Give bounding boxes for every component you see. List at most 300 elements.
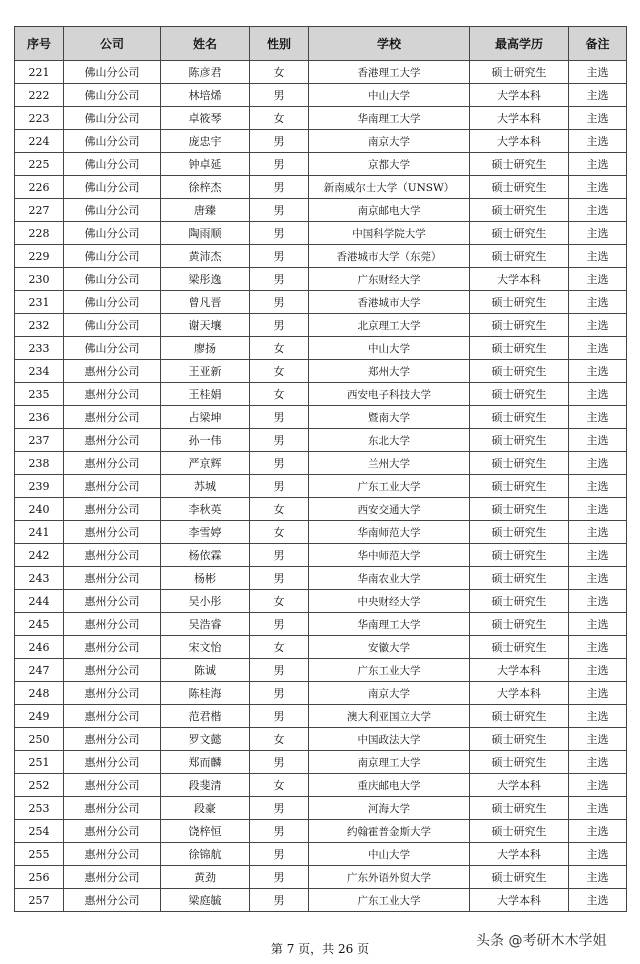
- cell-note: 主选: [569, 682, 627, 705]
- table-row: [15, 107, 627, 130]
- cell-name: 孙一伟: [161, 429, 250, 452]
- cell-degree: 大学本科: [470, 774, 569, 797]
- cell-serial: 246: [15, 636, 64, 659]
- cell-gender: 男: [250, 222, 309, 245]
- cell-name: 钟卓延: [161, 153, 250, 176]
- cell-company: 佛山分公司: [64, 291, 161, 314]
- cell-company: 惠州分公司: [64, 682, 161, 705]
- cell-degree: 硕士研究生: [470, 406, 569, 429]
- cell-note: 主选: [569, 590, 627, 613]
- table-row: [15, 498, 627, 521]
- cell-serial: 236: [15, 406, 64, 429]
- cell-name: 罗文懿: [161, 728, 250, 751]
- cell-serial: 230: [15, 268, 64, 291]
- table-row: [15, 659, 627, 682]
- cell-school: 东北大学: [309, 429, 470, 452]
- cell-degree: 硕士研究生: [470, 475, 569, 498]
- cell-company: 惠州分公司: [64, 475, 161, 498]
- cell-degree: 硕士研究生: [470, 314, 569, 337]
- cell-school: 华南理工大学: [309, 107, 470, 130]
- table-body: [15, 61, 627, 912]
- cell-note: 主选: [569, 452, 627, 475]
- cell-name: 范君楷: [161, 705, 250, 728]
- cell-gender: 男: [250, 429, 309, 452]
- cell-gender: 女: [250, 521, 309, 544]
- cell-note: 主选: [569, 866, 627, 889]
- cell-company: 佛山分公司: [64, 268, 161, 291]
- cell-company: 佛山分公司: [64, 176, 161, 199]
- table-row: [15, 199, 627, 222]
- cell-name: 林培烯: [161, 84, 250, 107]
- cell-name: 王桂娟: [161, 383, 250, 406]
- cell-serial: 227: [15, 199, 64, 222]
- cell-note: 主选: [569, 176, 627, 199]
- cell-school: 约翰霍普金斯大学: [309, 820, 470, 843]
- table-row: [15, 61, 627, 84]
- cell-gender: 男: [250, 84, 309, 107]
- cell-serial: 232: [15, 314, 64, 337]
- table-row: [15, 889, 627, 912]
- cell-company: 惠州分公司: [64, 659, 161, 682]
- cell-gender: 女: [250, 636, 309, 659]
- cell-degree: 硕士研究生: [470, 360, 569, 383]
- cell-serial: 242: [15, 544, 64, 567]
- cell-serial: 233: [15, 337, 64, 360]
- cell-name: 徐锦航: [161, 843, 250, 866]
- cell-gender: 男: [250, 797, 309, 820]
- cell-name: 严京辉: [161, 452, 250, 475]
- cell-name: 黄劲: [161, 866, 250, 889]
- cell-degree: 硕士研究生: [470, 705, 569, 728]
- cell-gender: 女: [250, 774, 309, 797]
- cell-school: 华南师范大学: [309, 521, 470, 544]
- cell-company: 佛山分公司: [64, 337, 161, 360]
- cell-school: 中国政法大学: [309, 728, 470, 751]
- cell-serial: 224: [15, 130, 64, 153]
- cell-school: 华南理工大学: [309, 613, 470, 636]
- cell-serial: 221: [15, 61, 64, 84]
- cell-school: 西安电子科技大学: [309, 383, 470, 406]
- cell-school: 广东工业大学: [309, 475, 470, 498]
- cell-school: 广东工业大学: [309, 659, 470, 682]
- cell-name: 庞忠宇: [161, 130, 250, 153]
- cell-gender: 女: [250, 498, 309, 521]
- cell-gender: 男: [250, 567, 309, 590]
- cell-school: 京都大学: [309, 153, 470, 176]
- cell-degree: 硕士研究生: [470, 291, 569, 314]
- table-row: [15, 452, 627, 475]
- cell-school: 广东财经大学: [309, 268, 470, 291]
- table-row: [15, 222, 627, 245]
- cell-note: 主选: [569, 475, 627, 498]
- cell-company: 佛山分公司: [64, 84, 161, 107]
- cell-serial: 254: [15, 820, 64, 843]
- table-row: [15, 843, 627, 866]
- table-row: [15, 176, 627, 199]
- cell-name: 卓筱琴: [161, 107, 250, 130]
- cell-note: 主选: [569, 659, 627, 682]
- cell-company: 惠州分公司: [64, 774, 161, 797]
- table-row: [15, 314, 627, 337]
- cell-degree: 硕士研究生: [470, 590, 569, 613]
- cell-school: 香港城市大学（东莞）: [309, 245, 470, 268]
- cell-gender: 男: [250, 820, 309, 843]
- employee-table: [14, 26, 627, 912]
- table-row: [15, 153, 627, 176]
- cell-serial: 256: [15, 866, 64, 889]
- cell-degree: 大学本科: [470, 84, 569, 107]
- cell-name: 陶雨顺: [161, 222, 250, 245]
- cell-company: 佛山分公司: [64, 199, 161, 222]
- cell-gender: 男: [250, 268, 309, 291]
- cell-company: 佛山分公司: [64, 222, 161, 245]
- cell-school: 香港理工大学: [309, 61, 470, 84]
- cell-school: 西安交通大学: [309, 498, 470, 521]
- header-degree: 最高学历: [470, 27, 569, 61]
- cell-name: 吴小彤: [161, 590, 250, 613]
- cell-school: 中山大学: [309, 843, 470, 866]
- cell-serial: 245: [15, 613, 64, 636]
- cell-school: 南京大学: [309, 682, 470, 705]
- cell-degree: 硕士研究生: [470, 521, 569, 544]
- cell-company: 惠州分公司: [64, 406, 161, 429]
- table-row: [15, 245, 627, 268]
- cell-school: 中国科学院大学: [309, 222, 470, 245]
- cell-gender: 女: [250, 337, 309, 360]
- header-note: 备注: [569, 27, 627, 61]
- cell-name: 谢天壤: [161, 314, 250, 337]
- cell-serial: 234: [15, 360, 64, 383]
- cell-name: 廖扬: [161, 337, 250, 360]
- cell-school: 澳大利亚国立大学: [309, 705, 470, 728]
- cell-company: 惠州分公司: [64, 797, 161, 820]
- cell-company: 佛山分公司: [64, 153, 161, 176]
- cell-gender: 男: [250, 406, 309, 429]
- cell-serial: 244: [15, 590, 64, 613]
- cell-note: 主选: [569, 797, 627, 820]
- cell-gender: 男: [250, 544, 309, 567]
- cell-company: 惠州分公司: [64, 751, 161, 774]
- cell-serial: 222: [15, 84, 64, 107]
- cell-serial: 231: [15, 291, 64, 314]
- cell-degree: 大学本科: [470, 843, 569, 866]
- cell-degree: 硕士研究生: [470, 636, 569, 659]
- table-row: [15, 84, 627, 107]
- watermark: 头条 @考研木木学姐: [476, 933, 607, 949]
- cell-degree: 硕士研究生: [470, 153, 569, 176]
- table-row: [15, 406, 627, 429]
- cell-gender: 女: [250, 728, 309, 751]
- cell-company: 佛山分公司: [64, 130, 161, 153]
- cell-school: 郑州大学: [309, 360, 470, 383]
- table-row: [15, 567, 627, 590]
- cell-note: 主选: [569, 751, 627, 774]
- cell-gender: 男: [250, 176, 309, 199]
- cell-company: 惠州分公司: [64, 544, 161, 567]
- cell-gender: 男: [250, 245, 309, 268]
- cell-note: 主选: [569, 199, 627, 222]
- cell-company: 惠州分公司: [64, 360, 161, 383]
- cell-degree: 硕士研究生: [470, 728, 569, 751]
- cell-gender: 男: [250, 314, 309, 337]
- cell-company: 惠州分公司: [64, 820, 161, 843]
- cell-school: 香港城市大学: [309, 291, 470, 314]
- cell-school: 中央财经大学: [309, 590, 470, 613]
- cell-school: 重庆邮电大学: [309, 774, 470, 797]
- cell-degree: 硕士研究生: [470, 383, 569, 406]
- table-row: [15, 705, 627, 728]
- cell-school: 暨南大学: [309, 406, 470, 429]
- cell-company: 惠州分公司: [64, 889, 161, 912]
- table-row: [15, 360, 627, 383]
- cell-company: 惠州分公司: [64, 613, 161, 636]
- cell-company: 惠州分公司: [64, 429, 161, 452]
- cell-degree: 硕士研究生: [470, 797, 569, 820]
- cell-note: 主选: [569, 429, 627, 452]
- cell-serial: 239: [15, 475, 64, 498]
- cell-gender: 男: [250, 705, 309, 728]
- cell-school: 南京理工大学: [309, 751, 470, 774]
- cell-school: 兰州大学: [309, 452, 470, 475]
- cell-note: 主选: [569, 153, 627, 176]
- cell-gender: 男: [250, 682, 309, 705]
- cell-company: 惠州分公司: [64, 452, 161, 475]
- cell-note: 主选: [569, 820, 627, 843]
- table-row: [15, 728, 627, 751]
- cell-name: 段豪: [161, 797, 250, 820]
- table-row: [15, 544, 627, 567]
- cell-company: 惠州分公司: [64, 636, 161, 659]
- cell-name: 李雪婷: [161, 521, 250, 544]
- cell-school: 新南威尔士大学（UNSW）: [309, 176, 470, 199]
- cell-note: 主选: [569, 498, 627, 521]
- cell-serial: 225: [15, 153, 64, 176]
- cell-name: 李秋英: [161, 498, 250, 521]
- cell-school: 北京理工大学: [309, 314, 470, 337]
- cell-serial: 241: [15, 521, 64, 544]
- cell-serial: 229: [15, 245, 64, 268]
- cell-name: 陈诚: [161, 659, 250, 682]
- cell-school: 南京大学: [309, 130, 470, 153]
- cell-school: 中山大学: [309, 337, 470, 360]
- cell-company: 惠州分公司: [64, 498, 161, 521]
- cell-company: 惠州分公司: [64, 590, 161, 613]
- cell-gender: 男: [250, 199, 309, 222]
- cell-note: 主选: [569, 245, 627, 268]
- cell-name: 王亚新: [161, 360, 250, 383]
- cell-name: 曾凡晋: [161, 291, 250, 314]
- cell-note: 主选: [569, 889, 627, 912]
- table-row: [15, 636, 627, 659]
- cell-name: 陈彦君: [161, 61, 250, 84]
- cell-name: 梁彤逸: [161, 268, 250, 291]
- cell-note: 主选: [569, 107, 627, 130]
- table-row: [15, 268, 627, 291]
- cell-gender: 男: [250, 613, 309, 636]
- cell-degree: 大学本科: [470, 130, 569, 153]
- cell-school: 广东工业大学: [309, 889, 470, 912]
- cell-degree: 硕士研究生: [470, 337, 569, 360]
- cell-note: 主选: [569, 291, 627, 314]
- cell-degree: 大学本科: [470, 889, 569, 912]
- cell-degree: 硕士研究生: [470, 567, 569, 590]
- cell-degree: 硕士研究生: [470, 222, 569, 245]
- cell-name: 杨彬: [161, 567, 250, 590]
- cell-school: 中山大学: [309, 84, 470, 107]
- cell-serial: 257: [15, 889, 64, 912]
- cell-degree: 大学本科: [470, 682, 569, 705]
- table-row: [15, 820, 627, 843]
- cell-gender: 女: [250, 590, 309, 613]
- header-gender: 性别: [250, 27, 309, 61]
- cell-note: 主选: [569, 613, 627, 636]
- table-row: [15, 521, 627, 544]
- header-school: 学校: [309, 27, 470, 61]
- cell-note: 主选: [569, 774, 627, 797]
- cell-degree: 硕士研究生: [470, 820, 569, 843]
- cell-name: 宋文怡: [161, 636, 250, 659]
- cell-school: 南京邮电大学: [309, 199, 470, 222]
- cell-serial: 247: [15, 659, 64, 682]
- table-row: [15, 475, 627, 498]
- cell-note: 主选: [569, 636, 627, 659]
- cell-school: 河海大学: [309, 797, 470, 820]
- cell-company: 佛山分公司: [64, 245, 161, 268]
- cell-note: 主选: [569, 130, 627, 153]
- cell-school: 华中师范大学: [309, 544, 470, 567]
- cell-serial: 251: [15, 751, 64, 774]
- cell-note: 主选: [569, 84, 627, 107]
- cell-serial: 248: [15, 682, 64, 705]
- cell-degree: 硕士研究生: [470, 176, 569, 199]
- table-row: [15, 751, 627, 774]
- cell-degree: 硕士研究生: [470, 866, 569, 889]
- cell-degree: 硕士研究生: [470, 613, 569, 636]
- cell-name: 段斐清: [161, 774, 250, 797]
- cell-serial: 237: [15, 429, 64, 452]
- cell-name: 徐梓杰: [161, 176, 250, 199]
- cell-degree: 硕士研究生: [470, 751, 569, 774]
- cell-name: 苏城: [161, 475, 250, 498]
- table-row: [15, 291, 627, 314]
- cell-degree: 硕士研究生: [470, 245, 569, 268]
- cell-degree: 大学本科: [470, 268, 569, 291]
- cell-note: 主选: [569, 61, 627, 84]
- cell-name: 陈桂海: [161, 682, 250, 705]
- cell-note: 主选: [569, 544, 627, 567]
- cell-gender: 女: [250, 383, 309, 406]
- table-row: [15, 774, 627, 797]
- cell-serial: 235: [15, 383, 64, 406]
- table-row: [15, 590, 627, 613]
- cell-name: 杨依霖: [161, 544, 250, 567]
- cell-serial: 243: [15, 567, 64, 590]
- cell-gender: 男: [250, 153, 309, 176]
- cell-note: 主选: [569, 360, 627, 383]
- table-header-row: [15, 27, 627, 61]
- table-row: [15, 429, 627, 452]
- cell-degree: 硕士研究生: [470, 452, 569, 475]
- cell-note: 主选: [569, 521, 627, 544]
- cell-degree: 硕士研究生: [470, 544, 569, 567]
- cell-degree: 硕士研究生: [470, 429, 569, 452]
- cell-note: 主选: [569, 843, 627, 866]
- cell-serial: 250: [15, 728, 64, 751]
- cell-company: 惠州分公司: [64, 866, 161, 889]
- cell-name: 饶梓恒: [161, 820, 250, 843]
- cell-note: 主选: [569, 383, 627, 406]
- cell-company: 惠州分公司: [64, 521, 161, 544]
- cell-serial: 255: [15, 843, 64, 866]
- cell-school: 广东外语外贸大学: [309, 866, 470, 889]
- cell-note: 主选: [569, 337, 627, 360]
- cell-serial: 226: [15, 176, 64, 199]
- cell-note: 主选: [569, 728, 627, 751]
- cell-degree: 大学本科: [470, 659, 569, 682]
- cell-name: 黄沛杰: [161, 245, 250, 268]
- cell-note: 主选: [569, 705, 627, 728]
- cell-gender: 女: [250, 61, 309, 84]
- cell-serial: 240: [15, 498, 64, 521]
- cell-gender: 男: [250, 452, 309, 475]
- cell-name: 梁庭毓: [161, 889, 250, 912]
- cell-gender: 女: [250, 360, 309, 383]
- cell-gender: 男: [250, 291, 309, 314]
- cell-serial: 253: [15, 797, 64, 820]
- cell-note: 主选: [569, 406, 627, 429]
- cell-company: 佛山分公司: [64, 314, 161, 337]
- table-row: [15, 383, 627, 406]
- cell-degree: 大学本科: [470, 107, 569, 130]
- cell-company: 惠州分公司: [64, 705, 161, 728]
- table-row: [15, 866, 627, 889]
- cell-gender: 男: [250, 659, 309, 682]
- cell-serial: 228: [15, 222, 64, 245]
- cell-company: 惠州分公司: [64, 728, 161, 751]
- cell-gender: 女: [250, 107, 309, 130]
- cell-degree: 硕士研究生: [470, 199, 569, 222]
- cell-serial: 249: [15, 705, 64, 728]
- cell-gender: 男: [250, 889, 309, 912]
- cell-school: 华南农业大学: [309, 567, 470, 590]
- cell-note: 主选: [569, 268, 627, 291]
- cell-gender: 男: [250, 843, 309, 866]
- cell-company: 惠州分公司: [64, 383, 161, 406]
- page-number: 第 7 页，共 26 页: [270, 942, 370, 956]
- cell-name: 占梁坤: [161, 406, 250, 429]
- header-serial: 序号: [15, 27, 64, 61]
- table-row: [15, 613, 627, 636]
- header-company: 公司: [64, 27, 161, 61]
- cell-school: 安徽大学: [309, 636, 470, 659]
- table-row: [15, 337, 627, 360]
- cell-company: 佛山分公司: [64, 61, 161, 84]
- cell-note: 主选: [569, 567, 627, 590]
- header-name: 姓名: [161, 27, 250, 61]
- cell-gender: 男: [250, 130, 309, 153]
- cell-company: 佛山分公司: [64, 107, 161, 130]
- cell-serial: 238: [15, 452, 64, 475]
- cell-degree: 硕士研究生: [470, 498, 569, 521]
- cell-serial: 223: [15, 107, 64, 130]
- cell-name: 郑而麟: [161, 751, 250, 774]
- cell-degree: 硕士研究生: [470, 61, 569, 84]
- cell-note: 主选: [569, 222, 627, 245]
- table-row: [15, 130, 627, 153]
- cell-gender: 男: [250, 866, 309, 889]
- table-row: [15, 682, 627, 705]
- cell-company: 惠州分公司: [64, 567, 161, 590]
